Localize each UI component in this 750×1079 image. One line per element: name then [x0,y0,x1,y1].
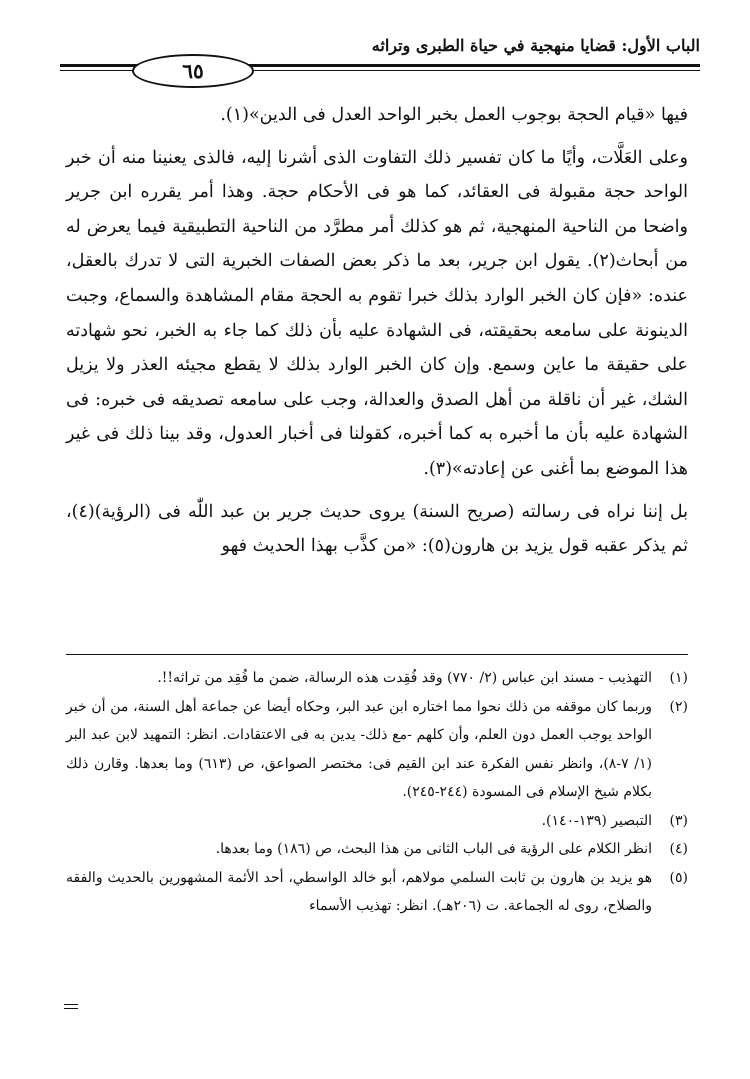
paragraph-1: فيها «قيام الحجة بوجوب العمل بخبر الواحد العدل فى الدين»(١). [220,105,688,125]
footnote-3 [66,807,688,836]
footnote-text: التبصير (١٣٩-١٤٠). [541,812,652,829]
body-text [66,98,688,564]
footnote-2 [66,693,688,807]
running-header [60,36,700,86]
footnote-number: (٣) [669,812,688,829]
footnote-number: (٢) [669,698,688,715]
footnote-4 [66,835,688,864]
page-number: ٦٥ [182,59,204,83]
footnote-divider [66,654,688,655]
footnote-text: وربما كان موقفه من ذلك نحوا مما اختاره ابن عبد البر، وحكاه أيضا عن جماعة أهل السنة، من أن خبر الواحد يوجب العمل دون العلم، وأن كلهم -مع ذلك- يدين به فى الاعتقادات. انظر: التمهيد لابن عبد البر (١/ ٧-٨)، وانظر نفس الفكرة عند ابن القيم فى: مختصر الصواعق، ص (٦١٣) وما بعدها. وقارن ذلك بكلام شيخ الإسلام فى المسودة (٢٤٤-٢٤٥). [66,698,652,800]
footnote-text: هو يزيد بن هارون بن ثابت السلمي مولاهم، أبو خالد الواسطي، أحد الأئمة المشهورين بالحديث والفقه والصلاح، روى له الجماعة. ت (٢٠٦هـ). انظر: تهذيب الأسماء [66,869,652,914]
continuation-mark [64,1004,78,1012]
footnote-number: (١) [669,670,688,686]
footnote-number: (٥) [669,869,688,886]
chapter-title: الباب الأول: قضايا منهجية في حياة الطبرى وتراثه [371,36,700,55]
footnote-1 [66,664,688,693]
footnotes [66,664,688,921]
paragraph-3: بل إننا نراه فى رسالته (صريح السنة) يروى حديث جرير بن عبد اللّٰه فى (الرؤية)(٤)، ثم يذكر عقبه قول يزيد بن هارون(٥): «من كذَّب بهذا الحديث فهو [66,501,688,557]
footnote-number: (٤) [669,841,688,857]
footnote-5 [66,864,688,921]
footnote-text: انظر الكلام على الرؤية فى الباب الثانى من هذا البحث، ص (١٨٦) وما بعدها. [215,841,652,857]
paragraph-2: وعلى العَلَّات، وأيًا ما كان تفسير ذلك التفاوت الذى أشرنا إليه، فالذى يعنينا منه أن خبر الواحد حجة مقبولة فى العقائد، كما هو فى الأحكام حجة. وهذا أمر يقرره ابن جرير واضحا من الناحية المنهجية، ثم هو كذلك أمر مطرَّد من الناحية التطبيقية فيما يعرض له من أبحاث(٢). يقول ابن جرير، بعد ما ذكر بعض الصفات الخبرية التى لا تدرك بالعقل، عنده: «فإن كان الخبر الوارد بذلك خبرا تقوم به الحجة مقام المشاهدة والسماع، وجبت الدينونة على سامعه بحقيقته، فى الشهادة عليه بأن ذلك كما جاء به الخبر، نحو شهادته على حقيقة ما عاين وسمع. وإن كان الخبر الوارد بذلك لا يقطع مجيئه العذر ولا يزيل الشك، غير أن ناقلة من أهل الصدق والعدالة، وجب على سامعه تصديقه فى خبره: فى الشهادة عليه بأن ما أخبره به كما أخبره، كقولنا فى أخبار العدول، وقد بينا ذلك فى غير هذا الموضع بما أغنى عن إعادته»(٣). [66,147,688,479]
footnote-text: التهذيب - مسند ابن عباس (٢/ ٧٧٠) وقد فُقِدت هذه الرسالة، ضمن ما فُقِد من تراثه!!. [157,670,652,686]
page-number-frame [132,54,254,88]
